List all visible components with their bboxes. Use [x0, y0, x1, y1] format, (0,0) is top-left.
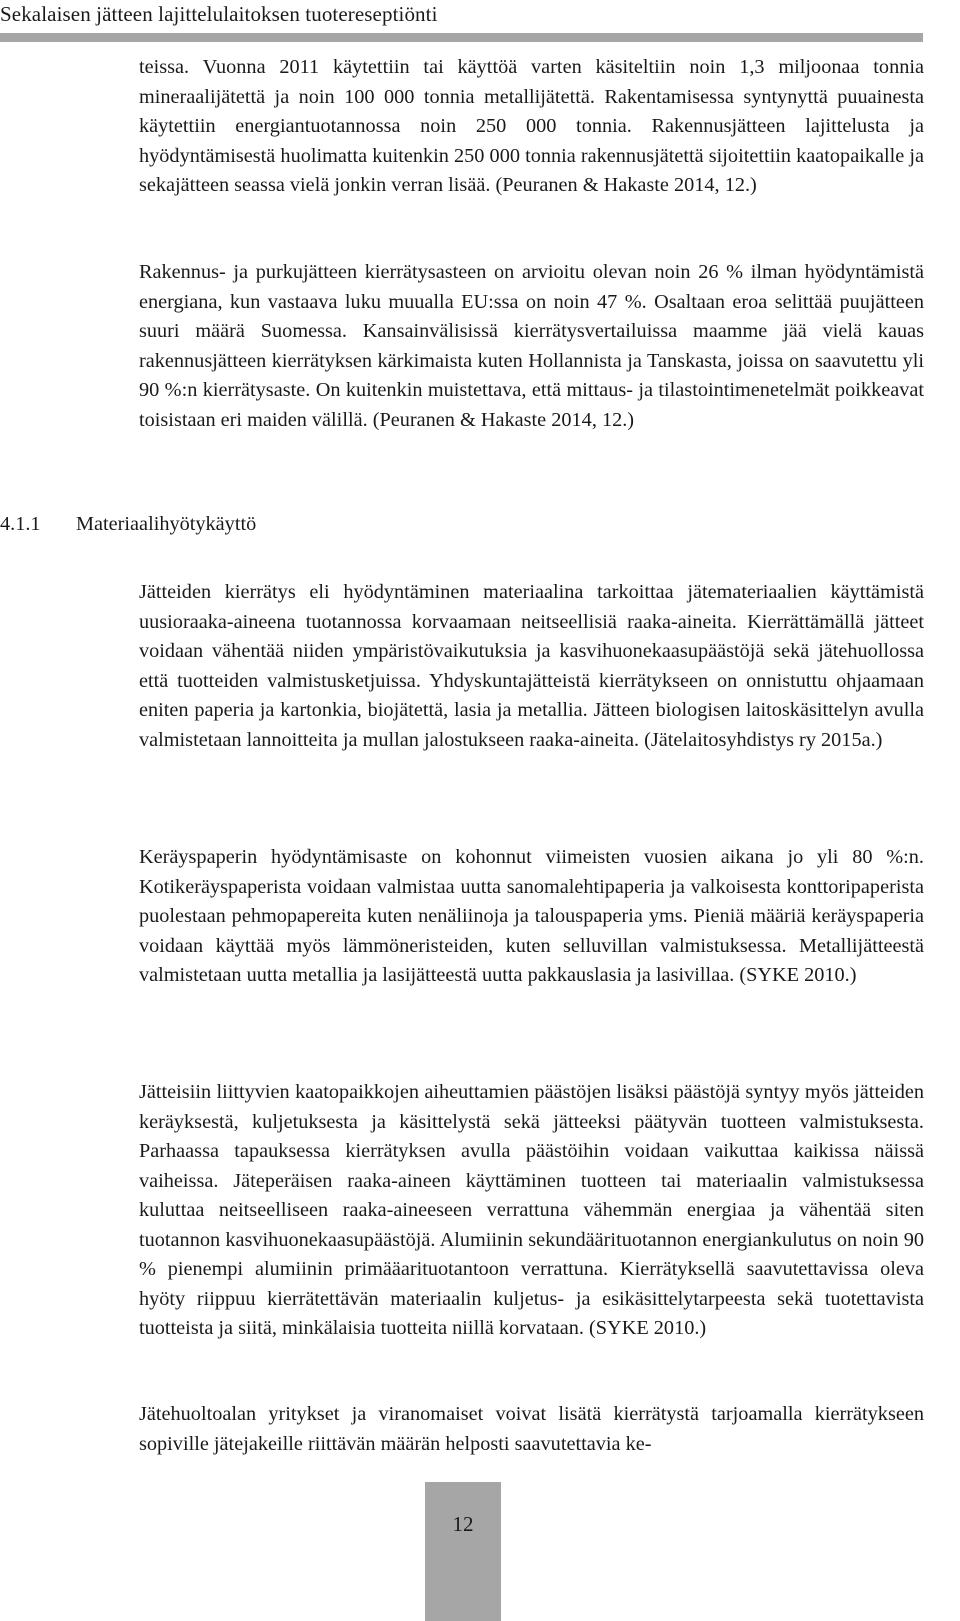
paragraph-text: Jätehuoltoalan yritykset ja viranomaiset voivat lisätä kierrätystä tarjoamalla kierrätykseen sopiville jätejakeille riittävän määrän helposti saavutettavia ke- [139, 1403, 924, 1455]
paragraph-text: teissa. Vuonna 2011 käytettiin tai käyttöä varten käsiteltiin noin 1,3 miljoonaa tonnia mineraalijätettä ja noin 100 000 tonnia metallijätettä. Rakentamisessa syntynyttä puuainesta käytettiin energiantuotannossa noin 250 000 tonnia. Rakennusjätteen lajittelusta ja hyödyntämisestä huolimatta kuitenkin 250 000 tonnia rakennusjätettä sijoitettiin kaatopaikalle ja sekajätteen seassa vielä jonkin verran lisää. (Peuranen & Hakaste 2014, 12.) [139, 56, 924, 196]
page-number-tab [425, 1482, 501, 1621]
document-title: Sekalaisen jätteen lajittelulaitoksen tuotereseptiönti [0, 2, 438, 26]
section-number: 4.1.1 [0, 513, 41, 535]
body-paragraph-1 [139, 53, 924, 201]
running-header [0, 0, 960, 40]
body-paragraph-6 [139, 1400, 924, 1459]
section-heading [0, 510, 256, 540]
paragraph-text: Jätteiden kierrätys eli hyödyntäminen materiaalina tarkoittaa jätemateriaalien käyttämistä uusioraaka-aineena tuotannossa korvaamaan neitseellisiä raaka-aineita. Kierrättämällä jätteet voidaan vähentää niiden ympäristövaikutuksia ja kasvihuonekaasupäästöjä sekä jätehuollossa että tuotteiden valmistusketjuissa. Yhdyskuntajätteistä kierrätykseen on onnistuttu ohjaamaan eniten paperia ja kartonkia, biojätettä, lasia ja metallia. Jätteen biologisen laitoskäsittelyn avulla valmistetaan lannoitteita ja mullan jalostukseen raaka-aineita. (Jätelaitosyhdistys ry 2015a.) [139, 581, 924, 751]
body-paragraph-3 [139, 578, 924, 755]
body-paragraph-4 [139, 843, 924, 991]
section-title: Materiaalihyötykäyttö [76, 513, 257, 535]
paragraph-text: Rakennus- ja purkujätteen kierrätysasteen on arvioitu olevan noin 26 % ilman hyödyntämistä energiana, kun vastaava luku muualla EU:ssa on noin 47 %. Osaltaan eroa selittää puujätteen suuri määrä Suomessa. Kansainvälisissä kierrätysvertailuissa maamme jää vielä kauas rakennusjätteen kierrätyksen kärkimaista kuten Hollannista ja Tanskasta, joissa on saavutettu yli 90 %:n kierrätysaste. On kuitenkin muistettava, että mittaus- ja tilastointimenetelmät poikkeavat toisistaan eri maiden välillä. (Peuranen & Hakaste 2014, 12.) [139, 261, 924, 431]
paragraph-text: Jätteisiin liittyvien kaatopaikkojen aiheuttamien päästöjen lisäksi päästöjä syntyy myös jätteiden keräyksestä, kuljetuksesta ja käsittelystä sekä jätteeksi päätyvän tuotteen valmistuksesta. Parhaassa tapauksessa kierrätyksen avulla päästöihin voidaan vaikuttaa kaikissa näissä vaiheissa. Jäteperäisen raaka-aineen käyttäminen tuotteen tai materiaalin valmistuksessa kuluttaa neitseelliseen raaka-aineeseen verrattuna vähemmän energiaa ja vähentää siten tuotannon kasvihuonekaasupäästöjä. Alumiinin sekundäärituotannon energiankulutus on noin 90 % pienempi alumiinin primääarituotantoon verrattuna. Kierrätyksellä saavutettavissa oleva hyöty riippuu kierrätettävän materiaalin kuljetus- ja esikäsittelytarpeesta sekä tuotettavista tuotteista ja siitä, minkälaisia tuotteita niillä korvataan. (SYKE 2010.) [139, 1081, 924, 1339]
body-paragraph-5 [139, 1078, 924, 1344]
body-paragraph-2 [139, 258, 924, 435]
header-rule [0, 33, 923, 42]
paragraph-text: Keräyspaperin hyödyntämisaste on kohonnut viimeisten vuosien aikana jo yli 80 %:n. Kotikeräyspaperista voidaan valmistaa uutta sanomalehtipaperia ja valkoisesta konttoripaperista puolestaan pehmopapereita kuten nenäliinoja ja talouspaperia yms. Pieniä määriä keräyspaperia voidaan käyttää myös lämmöneristeiden, kuten selluvillan valmistuksessa. Metallijätteestä valmistetaan uutta metallia ja lasijätteestä uutta pakkauslasia ja lasivillaa. (SYKE 2010.) [139, 846, 924, 986]
page-number: 12 [452, 1512, 474, 1536]
